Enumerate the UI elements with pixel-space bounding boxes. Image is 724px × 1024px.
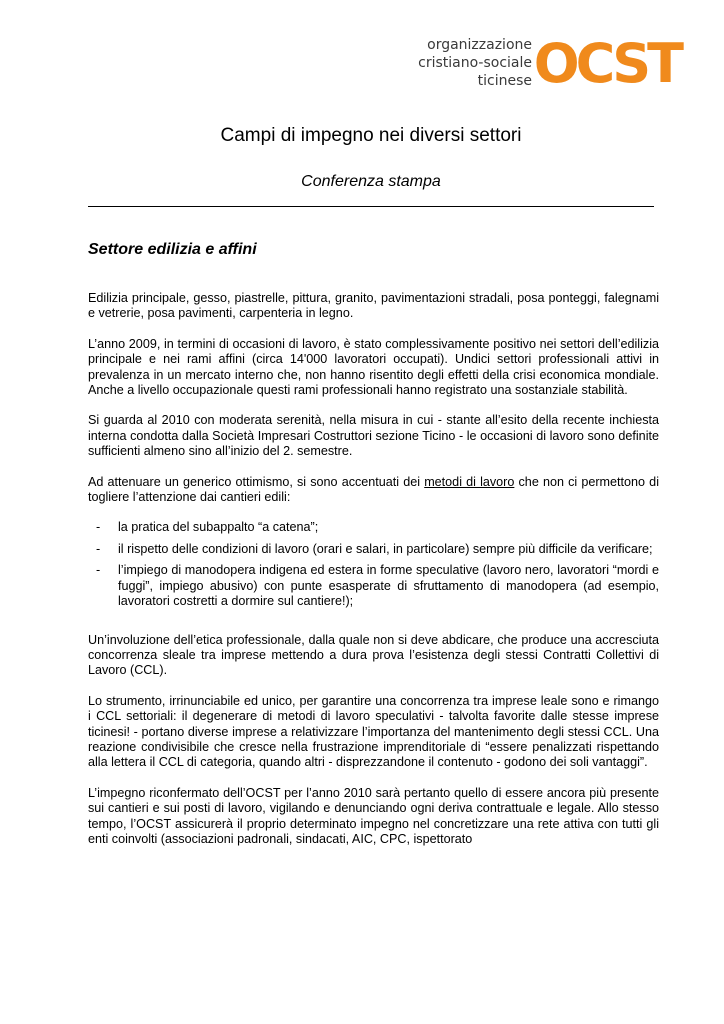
list-item xyxy=(88,520,659,535)
paragraph xyxy=(88,475,659,506)
paragraph-text: Ad attenuare un generico ottimismo, si sono accentuati dei xyxy=(88,474,425,489)
document-title: Campi di impegno nei diversi settori xyxy=(220,125,522,146)
paragraph: Edilizia principale, gesso, piastrelle, pittura, granito, pavimentazioni stradali, posa ponteggi, falegnami e vetrerie, posa pavimenti, carpenteria in legno. xyxy=(88,291,659,321)
paragraph: Lo strumento, irrinunciabile ed unico, per garantire una concorrenza tra imprese leale sono e rimango i CCL settoriali: il degenerare di metodi di lavoro speculativi - talvolta favorite dalle stesse imprese ticinesi! - portano diverse imprese a relativizzare l’importanza del mantenimento degli stessi CCL. Una reazione condivisibile che cresce nella frustrazione imprenditoriale di “essere penalizzati rispettando alla lettera il CCL di categoria, quando altri - disprezzandone il contenuto - godono dei soli vantaggi”. xyxy=(88,693,659,770)
paragraph: Si guarda al 2010 con moderata serenità, nella misura in cui - stante all’esito della recente inchiesta interna condotta dalla Società Impresari Costruttori sezione Ticino - le occasioni di lavoro sono definite sufficienti almeno sino all’inizio del 2. semestre. xyxy=(88,413,659,459)
document-subtitle: Conferenza stampa xyxy=(301,173,441,190)
spacer xyxy=(88,625,659,633)
org-name-line: organizzazione xyxy=(427,37,532,53)
document-body xyxy=(88,291,659,862)
underlined-phrase: metodi di lavoro xyxy=(424,474,515,489)
bullet-dash: - xyxy=(96,520,101,535)
org-name-line: ticinese xyxy=(477,73,532,89)
page-header xyxy=(418,32,680,98)
title-divider xyxy=(88,206,654,207)
ocst-logo: OCST xyxy=(533,32,680,95)
bullet-list xyxy=(88,520,659,609)
list-item xyxy=(88,542,659,557)
paragraph: L’impegno riconfermato dell’OCST per l’anno 2010 sarà pertanto quello di essere ancora più presente sui cantieri e sui posti di lavoro, vigilando e denunciando ogni deriva contrattuale e legale. Allo stesso tempo, l’OCST assicurerà il proprio determinato impegno nel concretizzare una rete attiva con tutti gli enti coinvolti (associazioni padronali, sindacati, AIC, CPC, ispettorato xyxy=(88,785,659,846)
bullet-dash: - xyxy=(96,541,101,556)
bullet-dash: - xyxy=(96,563,101,578)
list-item-text: la pratica del subappalto “a catena”; xyxy=(118,520,319,535)
paragraph: Un’involuzione dell’etica professionale, dalla quale non si deve abdicare, che produce una accresciuta concorrenza sleale tra imprese mettendo a dura prova l’esistenza degli stessi Contratti Collettivi di Lavoro (CCL). xyxy=(88,632,659,678)
paragraph-text: che non ci permettono di togliere l’attenzione dai cantieri edili: xyxy=(88,474,659,505)
paragraph: L’anno 2009, in termini di occasioni di lavoro, è stato complessivamente positivo nei settori dell’edilizia principale e nei rami affini (circa 14'000 lavoratori occupati). Undici settori professionali attivi in prevalenza in un mercato interno che, non hanno risentito degli effetti della crisi economica mondiale. Anche a livello occupazionale questi rami professionali hanno registrato una sostanziale stabilità. xyxy=(88,336,659,398)
list-item xyxy=(88,563,659,609)
section-heading: Settore edilizia e affini xyxy=(88,241,257,258)
list-item-text: l’impiego di manodopera indigena ed estera in forme speculative (lavoro nero, lavoratori “mordi e fuggi”, impiego abusivo) con punte esasperate di sfruttamento di manodopera (ad esempio, lavoratori costretti a dormire sul cantiere!); xyxy=(118,563,659,609)
org-name-line: cristiano-sociale xyxy=(418,55,532,71)
organization-name xyxy=(418,36,532,90)
list-item-text: il rispetto delle condizioni di lavoro (orari e salari, in particolare) sempre più difficile da verificare; xyxy=(118,541,653,556)
